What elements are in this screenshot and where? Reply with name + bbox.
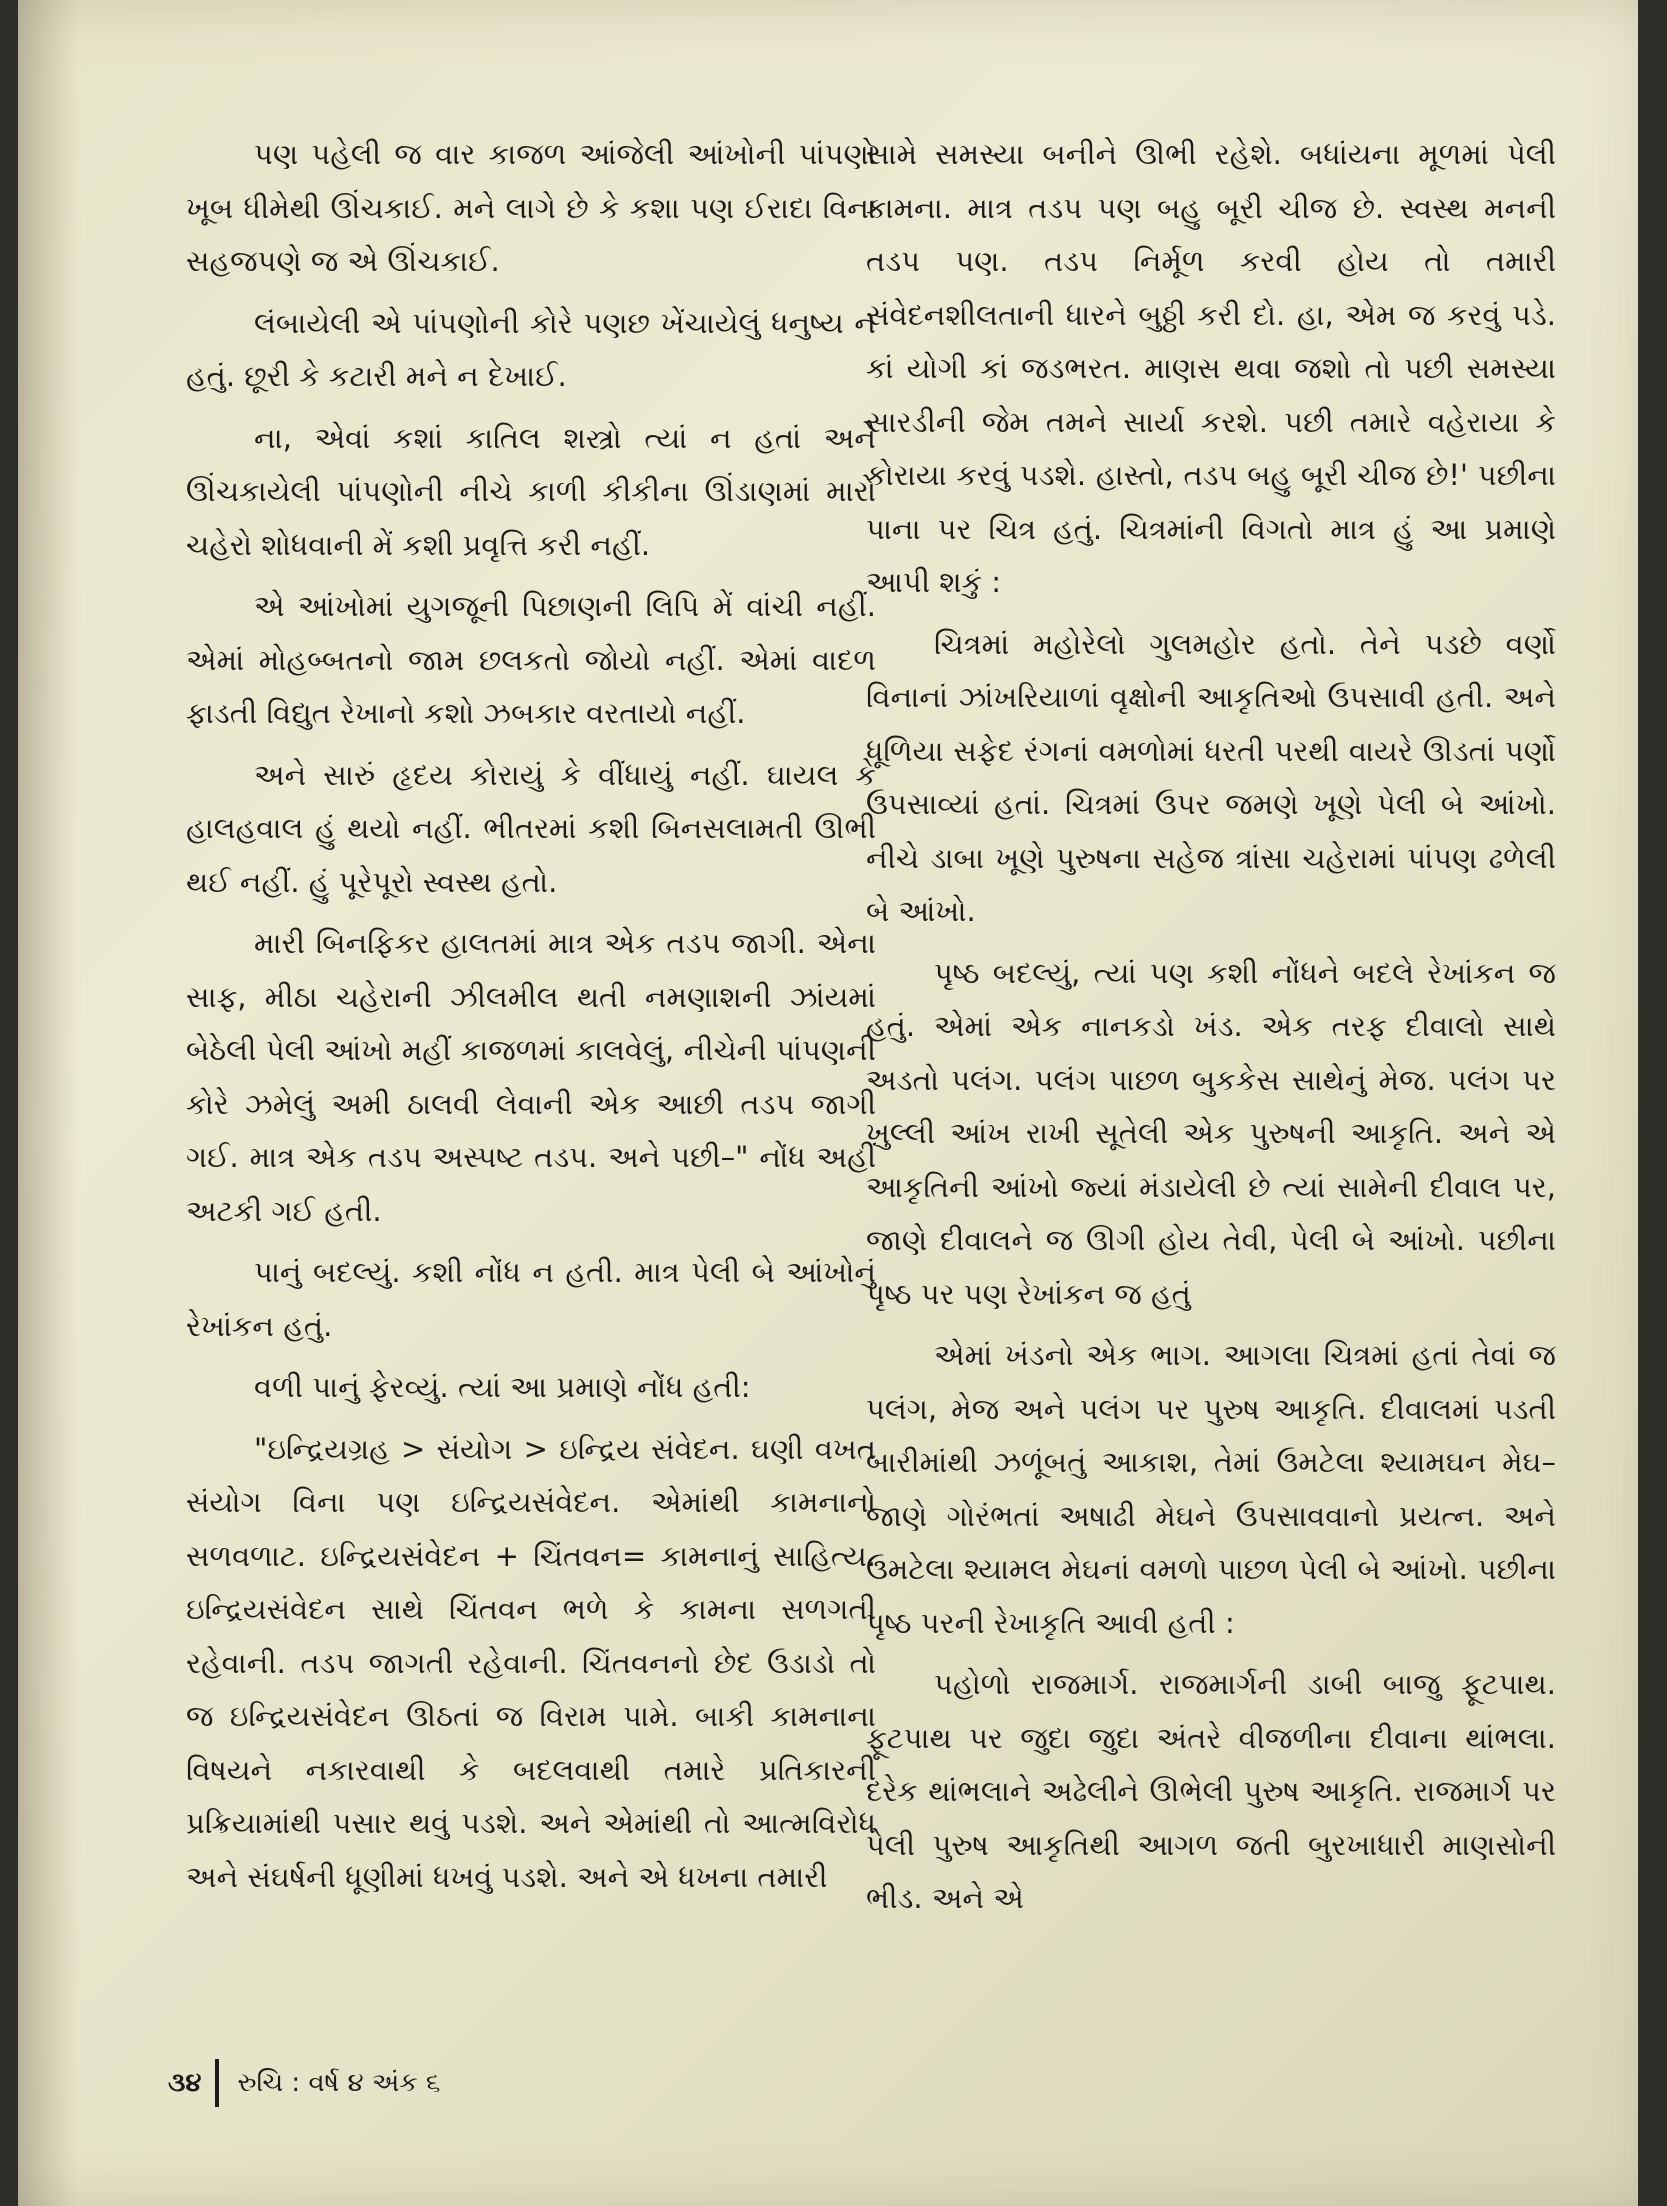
paragraph: પૃષ્ઠ બદલ્યું, ત્યાં પણ કશી નોંધને બદલે રેખાંકન જ હતું. એમાં એક નાનકડો ખંડ. એક તરફ દીવાલો સાથે અડતો પલંગ. પલંગ પાછળ બુકકેસ સાથેનું મેજ. પલંગ પર ખુલ્લી આંખ રાખી સૂતેલી એક પુરુષની આકૃતિ. અને એ આકૃતિની આંખો જ્યાં મંડાયેલી છે ત્યાં સામેની દીવાલ પર, જાણે દીવાલને જ ઊગી હોય તેવી, પેલી બે આંખો. પછીના પૃષ્ઠ પર પણ રેખાંકન જ હતું <box>866 955 1556 1311</box>
paragraph: વળી પાનું ફેરવ્યું. ત્યાં આ પ્રમાણે નોંધ હતી: <box>254 1370 751 1404</box>
left-column <box>186 128 876 1912</box>
binding-shadow <box>18 0 78 2206</box>
page-edge <box>1638 0 1652 2206</box>
paragraph: એમાં ખંડનો એક ભાગ. આગલા ચિત્રમાં હતાં તેવાં જ પલંગ, મેજ અને પલંગ પર પુરુષ આકૃતિ. દીવાલમાં પડતી બારીમાંથી ઝળૂંબતું આકાશ, તેમાં ઉમટેલા શ્યામઘન મેઘ– જાણે ગોરંભતાં અષાઢી મેઘને ઉપસાવવાનો પ્રયત્ન. અને ઉમટેલા શ્યામલ મેઘનાં વમળો પાછળ પેલી બે આંખો. પછીના પૃષ્ઠ પરની રેખાકૃતિ આવી હતી : <box>866 1338 1556 1640</box>
paragraph: ના, એવાં કશાં કાતિલ શસ્ત્રો ત્યાં ન હતાં અને ઊંચકાયેલી પાંપણોની નીચે કાળી કીકીના ઊંડાણમાં મારો ચહેરો શોધવાની મેં કશી પ્રવૃત્તિ કરી નહીં. <box>186 420 876 562</box>
paragraph: પણ પહેલી જ વાર કાજળ આંજેલી આંખોની પાંપણો ખૂબ ધીમેથી ઊંચકાઈ. મને લાગે છે કે કશા પણ ઈરાદા વિના સહજપણે જ એ ઊંચકાઈ. <box>186 137 876 278</box>
paragraph: ચિત્રમાં મહોરેલો ગુલમહોર હતો. તેને પડછે વર્ણો વિનાનાં ઝાંખરિયાળાં વૃક્ષોની આકૃતિઓ ઉપસાવી હતી. અને ધૂળિયા સફેદ રંગનાં વમળોમાં ધરતી પરથી વાયરે ઊડતાં પર્ણો ઉપસાવ્યાં હતાં. ચિત્રમાં ઉપર જમણે ખૂણે પેલી બે આંખો. નીચે ડાબા ખૂણે પુરુષના સહેજ ત્રાંસા ચહેરામાં પાંપણ ઢળેલી બે આંખો. <box>866 626 1556 928</box>
running-title: રુચિ : વર્ષ ૪ અંક ૬ <box>237 2067 441 2098</box>
magazine-page <box>18 0 1652 2206</box>
paragraph: સામે સમસ્યા બનીને ઊભી રહેશે. બધાંયના મૂળમાં પેલી કામના. માત્ર તડપ પણ બહુ બૂરી ચીજ છે. સ્વસ્થ મનની તડપ પણ. તડપ નિર્મૂળ કરવી હોય તો તમારી સંવેદનશીલતાની ધારને બુઠ્ઠી કરી દો. હા, એમ જ કરવું પડે. કાં યોગી કાં જડભરત. માણસ થવા જશો તો પછી સમસ્યા સારડીની જેમ તમને સાર્યા કરશે. પછી તમારે વહેરાયા કે કોરાયા કરવું પડશે. હાસ્તો, તડપ બહુ બૂરી ચીજ છે!' પછીના પાના પર ચિત્ર હતું. ચિત્રમાંની વિગતો માત્ર હું આ પ્રમાણે આપી શકું : <box>866 137 1556 599</box>
page-footer <box>168 2058 440 2108</box>
page-number: ૩૪ <box>168 2067 202 2098</box>
paragraph: મારી બિનફિકર હાલતમાં માત્ર એક તડપ જાગી. એના સાફ, મીઠા ચહેરાની ઝીલમીલ થતી નમણાશની ઝાંયમાં બેઠેલી પેલી આંખો મહીં કાજળમાં કાલવેલું, નીચેની પાંપણની કોરે ઝમેલું અમી ઠાલવી લેવાની એક આછી તડપ જાગી ગઈ. માત્ર એક તડપ અસ્પષ્ટ તડપ. અને પછી–" નોંધ અહીં અટકી ગઈ હતી. <box>186 926 876 1228</box>
right-column <box>866 128 1556 1934</box>
paragraph: પાનું બદલ્યું. કશી નોંધ ન હતી. માત્ર પેલી બે આંખોનું રેખાંકન હતું. <box>186 1255 876 1343</box>
paragraph: પહોળો રાજમાર્ગ. રાજમાર્ગની ડાબી બાજુ ફૂટપાથ. ફૂટપાથ પર જુદા જુદા અંતરે વીજળીના દીવાના થાંભલા. દરેક થાંભલાને અઢેલીને ઊભેલી પુરુષ આકૃતિ. રાજમાર્ગ પર પેલી પુરુષ આકૃતિથી આગળ જતી બુરખાધારી માણસોની ભીડ. અને એ <box>866 1667 1556 1915</box>
paragraph: એ આંખોમાં યુગજૂની પિછાણની લિપિ મેં વાંચી નહીં. એમાં મોહબ્બતનો જામ છલકતો જોયો નહીં. એમાં વાદળ ફાડતી વિદ્યુત રેખાનો કશો ઝબકાર વરતાયો નહીં. <box>186 589 876 730</box>
paragraph: અને સારું હૃદય કોરાયું કે વીંધાયું નહીં. ઘાયલ કે હાલહવાલ હું થયો નહીં. ભીતરમાં કશી બિનસલામતી ઊભી થઈ નહીં. હું પૂરેપૂરો સ્વસ્થ હતો. <box>186 757 876 899</box>
footer-rule <box>215 2059 219 2107</box>
paragraph: લંબાયેલી એ પાંપણોની કોરે પણછ ખેંચાયેલું ધનુષ્ય ન હતું. છૂરી કે કટારી મને ન દેખાઈ. <box>186 305 876 393</box>
paragraph: "ઇન્દ્રિયગ્રહ > સંયોગ > ઇન્દ્રિય સંવેદન. ઘણી વખત સંયોગ વિના પણ ઇન્દ્રિયસંવેદન. એમાંથી કામનાનો સળવળાટ. ઇન્દ્રિયસંવેદન + ચિંતવન= કામનાનું સાહિત્ય. ઇન્દ્રિયસંવેદન સાથે ચિંતવન ભળે કે કામના સળગતી રહેવાની. તડપ જાગતી રહેવાની. ચિંતવનનો છેદ ઉડાડો તો જ ઇન્દ્રિયસંવેદન ઊઠતાં જ વિરામ પામે. બાકી કામનાના વિષયને નકારવાથી કે બદલવાથી તમારે પ્રતિકારની પ્રક્રિયામાંથી પસાર થવું પડશે. અને એમાંથી તો આત્મવિરોધ અને સંઘર્ષની ધૂણીમાં ધખવું પડશે. અને એ ધખના તમારી <box>186 1431 876 1894</box>
